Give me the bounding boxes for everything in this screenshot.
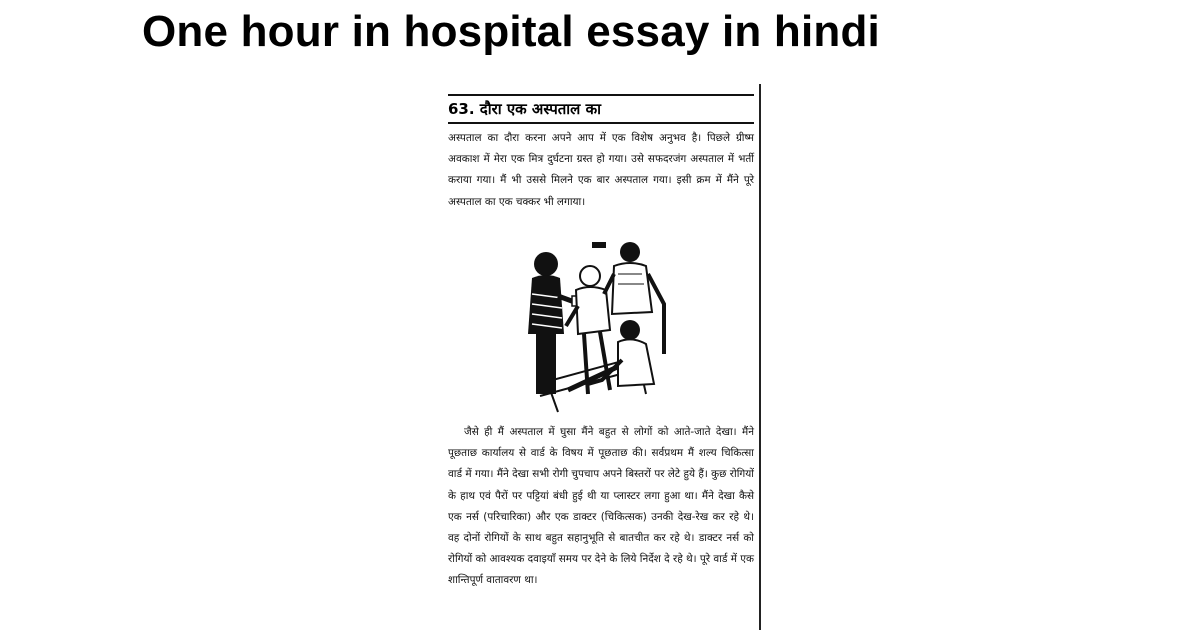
page-edge-line <box>759 84 761 630</box>
essay-paragraph-2: जैसे ही मैं अस्पताल में घुसा मैंने बहुत से लोगों को आते-जाते देखा। मैंने पूछताछ कार्यालय से वार्ड के विषय में पूछताछ की। सर्वप्रथम मैं शल्य चिकित्सा वार्ड में गया। मैंने देखा सभी रोगी चुपचाप अपने बिस्तरों पर लेटे हुये हैं। कुछ रोगियों के हाथ एवं पैरों पर पट्टियां बंधी हुई थी या प्लास्टर लगा हुआ था। मैंने देखा कैसे एक नर्स (परिचारिका) और एक डाक्टर (चिकित्सक) उनकी देख-रेख कर रहे थे। वह दोनों रोगियों के साथ बहुत सहानुभूति से बातचीत कर रहे थे। डाक्टर नर्स को रोगियों को आवश्यक दवाइयाँ समय पर देने के लिये निर्देश दे रहे थे। पूरे वार्ड में एक शान्तिपूर्ण वातावरण था। <box>448 426 754 587</box>
essay-heading: 63. दौरा एक अस्पताल का <box>448 100 601 118</box>
page-title: One hour in hospital essay in hindi <box>142 7 880 56</box>
essay-paragraph-1: अस्पताल का दौरा करना अपने आप में एक विशेष अनुभव है। पिछले ग्रीष्म अवकाश में मेरा एक मित्र दुर्घटना ग्रस्त हो गया। उसे सफदरजंग अस्पताल में भर्ती कराया गया। मैं भी उससे मिलने एक बार अस्पताल गया। इसी क्रम में मैंने पूरे अस्पताल का एक चक्कर भी लगाया। <box>448 132 754 208</box>
hospital-scene-illustration <box>518 234 678 414</box>
scanned-essay-page <box>418 84 764 630</box>
heading-rule-bottom <box>448 122 754 124</box>
